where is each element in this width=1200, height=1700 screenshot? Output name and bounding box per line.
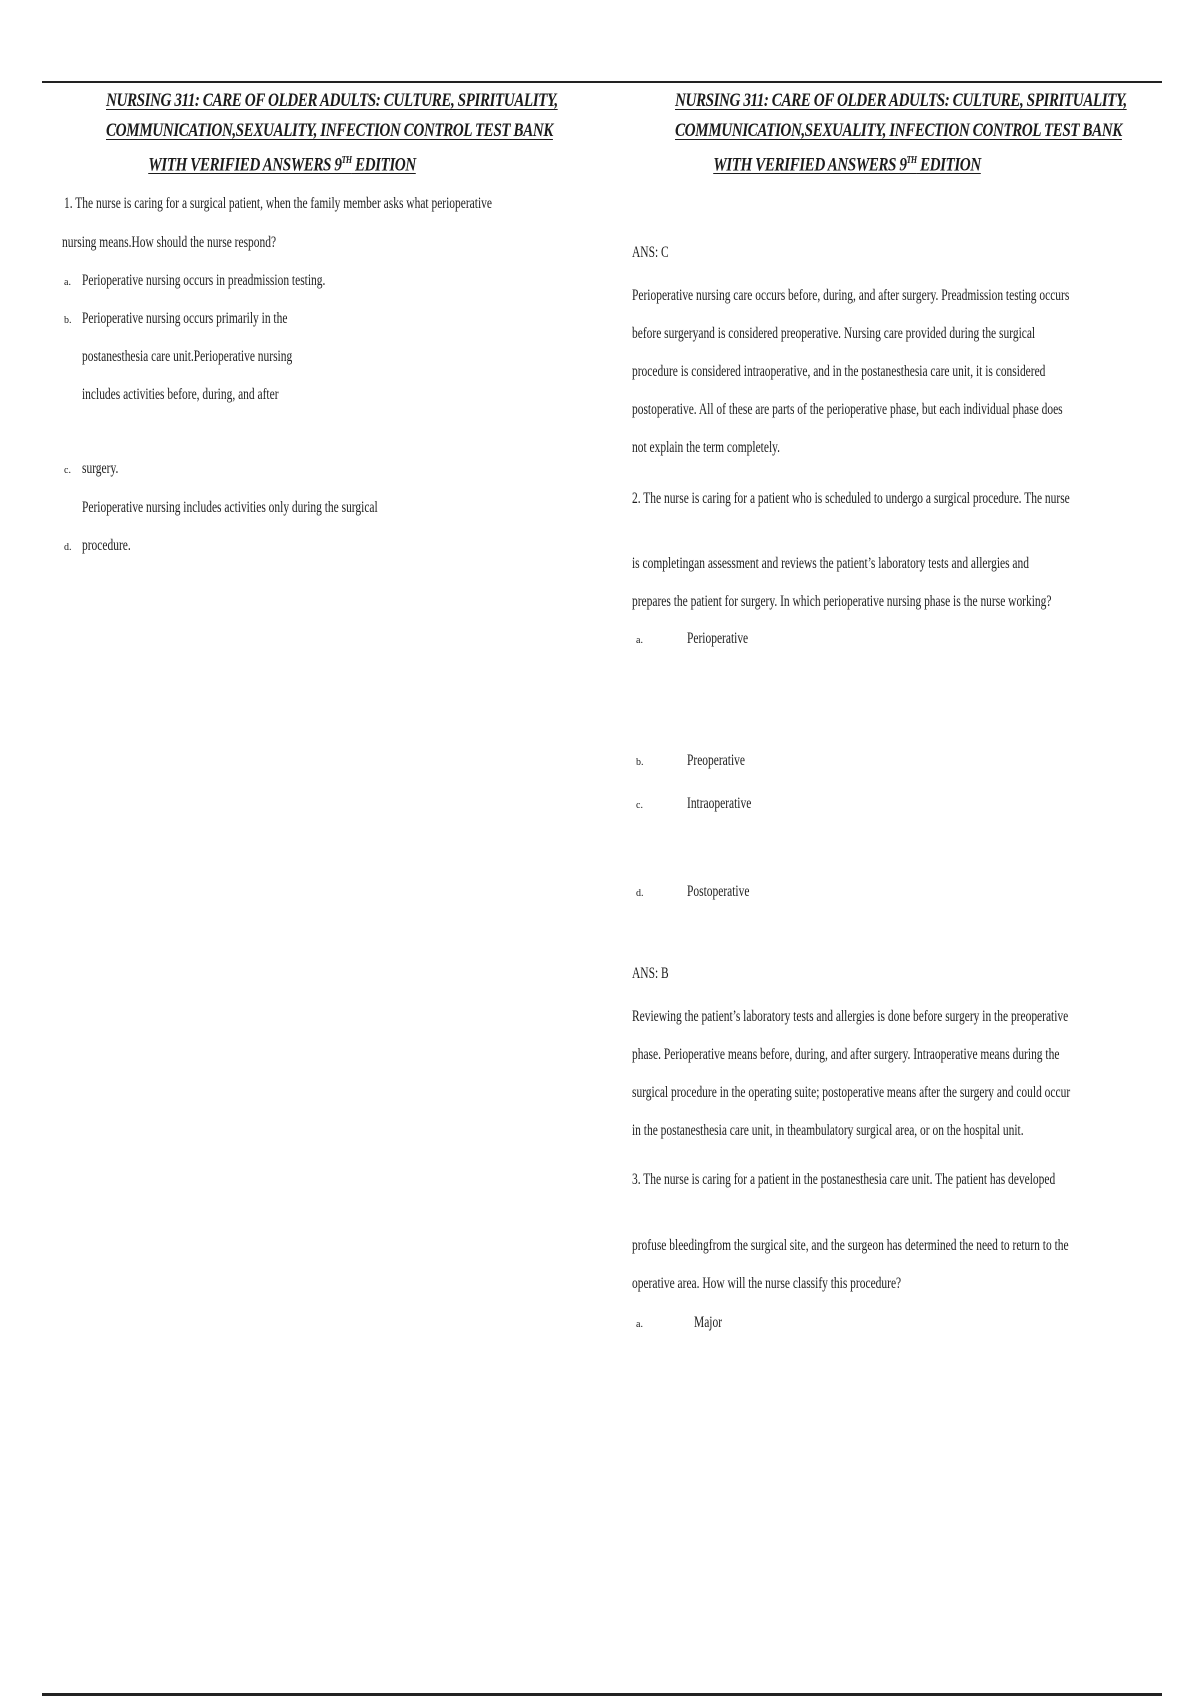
title-line-3-main: WITH VERIFIED ANSWERS 9 xyxy=(148,154,342,176)
q1-option-b-line-1: Perioperative nursing occurs primarily in the xyxy=(82,310,288,327)
title-line-2: COMMUNICATION,SEXUALITY, INFECTION CONTROL TEST BANK xyxy=(106,120,553,141)
q3-option-a-letter: a. xyxy=(636,1319,643,1330)
title-line-3 xyxy=(106,146,458,180)
q1-line-1: 1. The nurse is caring for a surgical patient, when the family member asks what perioperative xyxy=(64,195,492,212)
title-line-1-right: NURSING 311: CARE OF OLDER ADULTS: CULTURE, SPIRITUALITY, xyxy=(675,90,1127,111)
q1-option-d-line-2: procedure. xyxy=(82,537,131,554)
rationale-2-line-1: Reviewing the patient’s laboratory tests and allergies is done before surgery in the preoperative xyxy=(632,1008,1069,1025)
q2-line-2: is completingan assessment and reviews the patient’s laboratory tests and allergies and xyxy=(632,555,1029,572)
rationale-1-line-5: not explain the term completely. xyxy=(632,439,781,456)
q2-option-d: Postoperative xyxy=(687,883,750,900)
left-title xyxy=(62,86,558,180)
title-line-1: NURSING 311: CARE OF OLDER ADULTS: CULTURE, SPIRITUALITY, xyxy=(106,90,558,111)
answer-2: ANS: B xyxy=(632,965,669,982)
q1-option-a: Perioperative nursing occurs in preadmission testing. xyxy=(82,272,326,289)
rationale-2-line-4: in the postanesthesia care unit, in theambulatory surgical area, or on the hospital unit. xyxy=(632,1122,1024,1139)
rationale-1-line-1: Perioperative nursing care occurs before, during, and after surgery. Preadmission testing occurs xyxy=(632,287,1070,304)
q2-option-b: Preoperative xyxy=(687,752,745,769)
q1-option-d-line-1: Perioperative nursing includes activities only during the surgical xyxy=(82,499,378,516)
q1-option-d-letter: d. xyxy=(64,542,72,553)
q2-option-c-letter: c. xyxy=(636,800,643,811)
title-line-2-right: COMMUNICATION,SEXUALITY, INFECTION CONTROL TEST BANK xyxy=(675,120,1122,141)
q1-option-b-line-3: includes activities before, during, and after xyxy=(82,386,279,403)
q1-option-a-letter: a. xyxy=(64,277,71,288)
q3-line-2: profuse bleedingfrom the surgical site, and the surgeon has determined the need to return to the xyxy=(632,1237,1069,1254)
q1-option-b-line-2: postanesthesia care unit.Perioperative nursing xyxy=(82,348,293,365)
q3-line-1: 3. The nurse is caring for a patient in the postanesthesia care unit. The patient has developed xyxy=(632,1171,1056,1188)
answer-1: ANS: C xyxy=(632,244,669,261)
rationale-2-line-2: phase. Perioperative means before, during, and after surgery. Intraoperative means during the xyxy=(632,1046,1060,1063)
q2-option-c: Intraoperative xyxy=(687,795,752,812)
q2-line-1: 2. The nurse is caring for a patient who is scheduled to undergo a surgical procedure. The nurse xyxy=(632,490,1070,507)
q2-option-a-letter: a. xyxy=(636,635,643,646)
q1-option-b-letter: b. xyxy=(64,315,72,326)
title-line-3-end-right: EDITION xyxy=(916,154,981,176)
q1-line-2: nursing means.How should the nurse respond? xyxy=(62,234,277,251)
q2-line-3: prepares the patient for surgery. In which perioperative nursing phase is the nurse working? xyxy=(632,593,1052,610)
right-title xyxy=(632,86,1127,180)
q1-option-c-letter: c. xyxy=(64,465,71,476)
rationale-1-line-3: procedure is considered intraoperative, and in the postanesthesia care unit, it is considered xyxy=(632,363,1046,380)
q2-option-b-letter: b. xyxy=(636,757,644,768)
title-line-3-main-right: WITH VERIFIED ANSWERS 9 xyxy=(713,154,907,176)
title-line-3-sup: TH xyxy=(341,155,352,166)
rationale-1-line-2: before surgeryand is considered preoperative. Nursing care provided during the surgical xyxy=(632,325,1036,342)
top-rule xyxy=(42,81,1162,83)
q3-option-a: Major xyxy=(694,1314,723,1331)
rationale-1-line-4: postoperative. All of these are parts of the perioperative phase, but each individual phase does xyxy=(632,401,1063,418)
bottom-rule xyxy=(42,1693,1162,1696)
q3-line-3: operative area. How will the nurse classify this procedure? xyxy=(632,1275,902,1292)
q2-option-a: Perioperative xyxy=(687,630,749,647)
title-line-3-end: EDITION xyxy=(351,154,416,176)
q2-option-d-letter: d. xyxy=(636,888,644,899)
title-line-3-sup-right: TH xyxy=(906,155,917,166)
q1-option-c: surgery. xyxy=(82,460,119,477)
title-line-3-right xyxy=(675,146,1019,180)
rationale-2-line-3: surgical procedure in the operating suite; postoperative means after the surgery and could occur xyxy=(632,1084,1071,1101)
